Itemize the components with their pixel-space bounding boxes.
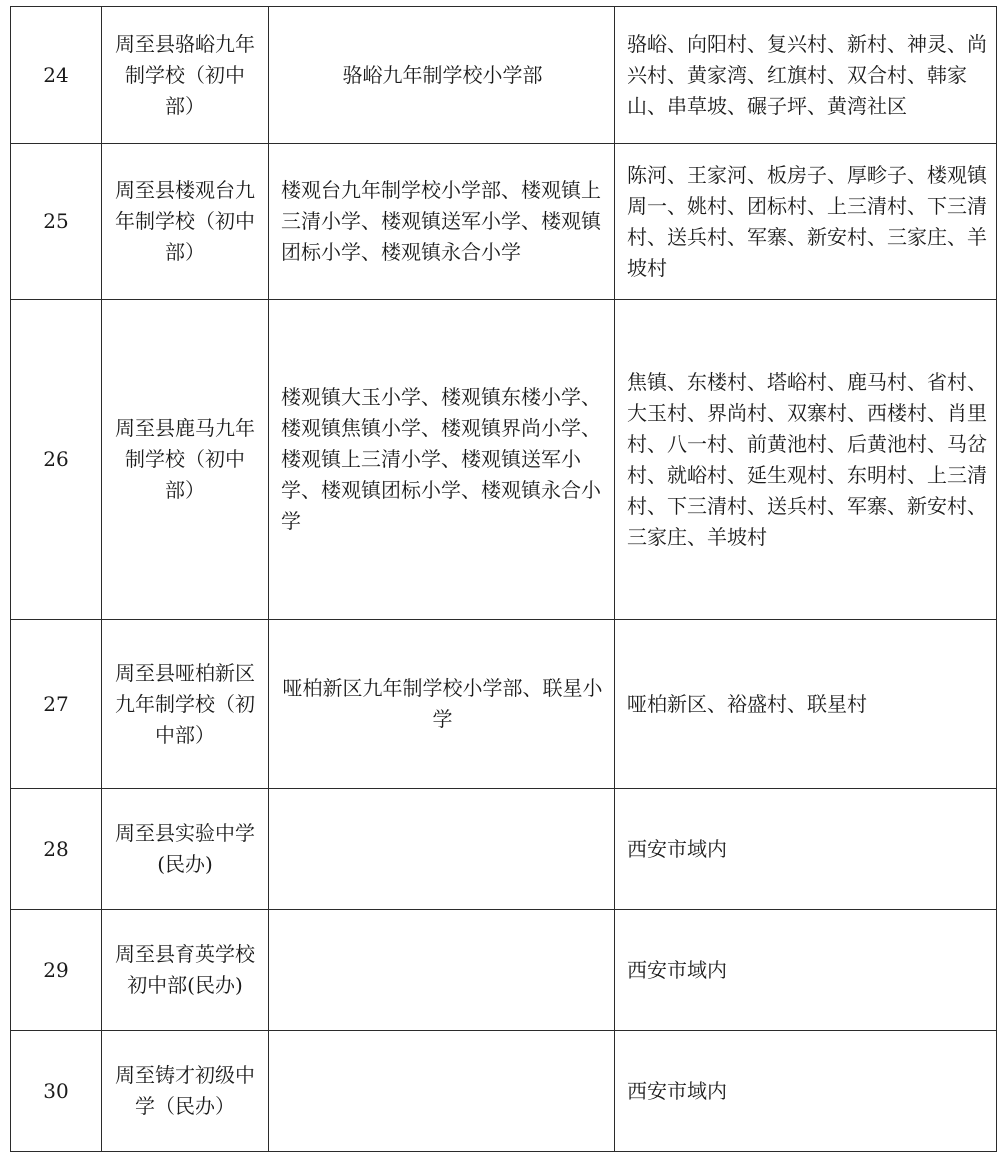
row-number: 25	[11, 144, 102, 300]
feeder-primary-schools: 楼观镇大玉小学、楼观镇东楼小学、楼观镇焦镇小学、楼观镇界尚小学、楼观镇上三清小学、楼观镇送军小学、楼观镇团标小学、楼观镇永合小学	[269, 300, 615, 620]
school-zone-table	[10, 6, 997, 1152]
row-number: 27	[11, 620, 102, 789]
middle-school-name: 周至县育英学校初中部(民办)	[102, 910, 269, 1031]
enrollment-area: 西安市域内	[615, 1031, 997, 1152]
feeder-primary-schools: 骆峪九年制学校小学部	[269, 7, 615, 144]
row-number: 30	[11, 1031, 102, 1152]
row-number: 26	[11, 300, 102, 620]
table-row	[11, 1031, 997, 1152]
table-row	[11, 789, 997, 910]
feeder-primary-schools	[269, 1031, 615, 1152]
middle-school-name: 周至县鹿马九年制学校（初中部）	[102, 300, 269, 620]
middle-school-name: 周至县骆峪九年制学校（初中部）	[102, 7, 269, 144]
middle-school-name: 周至县实验中学(民办)	[102, 789, 269, 910]
feeder-primary-schools: 哑柏新区九年制学校小学部、联星小学	[269, 620, 615, 789]
table-row	[11, 7, 997, 144]
table-row	[11, 144, 997, 300]
enrollment-area: 骆峪、向阳村、复兴村、新村、神灵、尚兴村、黄家湾、红旗村、双合村、韩家山、串草坡、碾子坪、黄湾社区	[615, 7, 997, 144]
feeder-primary-schools: 楼观台九年制学校小学部、楼观镇上三清小学、楼观镇送军小学、楼观镇团标小学、楼观镇永合小学	[269, 144, 615, 300]
row-number: 24	[11, 7, 102, 144]
enrollment-area: 陈河、王家河、板房子、厚畛子、楼观镇周一、姚村、团标村、上三清村、下三清村、送兵村、军寨、新安村、三家庄、羊坡村	[615, 144, 997, 300]
enrollment-area: 西安市域内	[615, 789, 997, 910]
middle-school-name: 周至县楼观台九年制学校（初中部）	[102, 144, 269, 300]
middle-school-name: 周至铸才初级中学（民办）	[102, 1031, 269, 1152]
middle-school-name: 周至县哑柏新区九年制学校（初中部）	[102, 620, 269, 789]
feeder-primary-schools	[269, 910, 615, 1031]
table-row	[11, 910, 997, 1031]
feeder-primary-schools	[269, 789, 615, 910]
row-number: 29	[11, 910, 102, 1031]
enrollment-area: 焦镇、东楼村、塔峪村、鹿马村、省村、大玉村、界尚村、双寨村、西楼村、肖里村、八一村、前黄池村、后黄池村、马岔村、就峪村、延生观村、东明村、上三清村、下三清村、送兵村、军寨、新安村、三家庄、羊坡村	[615, 300, 997, 620]
enrollment-area: 西安市域内	[615, 910, 997, 1031]
enrollment-area: 哑柏新区、裕盛村、联星村	[615, 620, 997, 789]
table-row	[11, 300, 997, 620]
table-row	[11, 620, 997, 789]
row-number: 28	[11, 789, 102, 910]
